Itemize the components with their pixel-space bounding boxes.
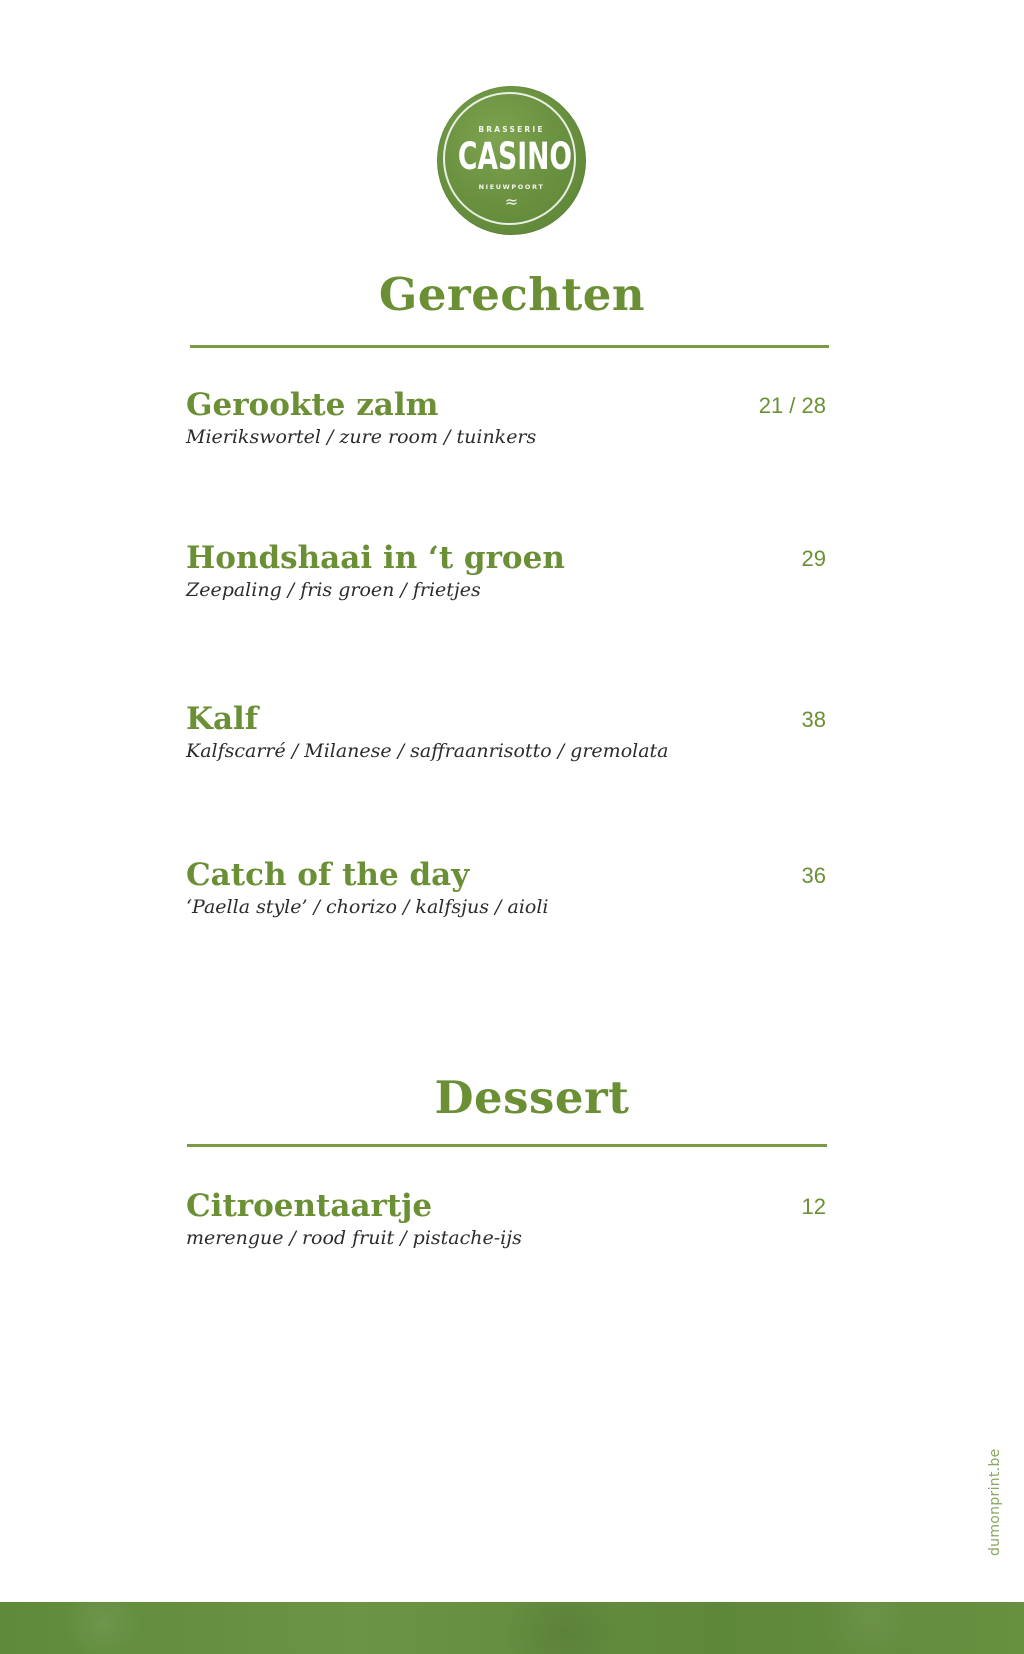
section-divider	[190, 345, 829, 348]
section-divider	[187, 1144, 827, 1147]
dish-name: Kalf	[186, 701, 259, 737]
logo-bottom-text: NIEUWPOORT	[478, 183, 545, 191]
dish-name: Gerookte zalm	[186, 387, 439, 423]
dish-description: Zeepaling / fris groen / frietjes	[186, 579, 481, 601]
printer-credit: dumonprint.be	[987, 1448, 1003, 1556]
dish-description: merengue / rood fruit / pistache-ijs	[186, 1227, 522, 1249]
dish-price: 29	[801, 546, 826, 571]
dish-description: ‘Paella style’ / chorizo / kalfsjus / aioli	[186, 896, 549, 918]
logo-top-text: BRASSERIE	[478, 125, 545, 134]
logo-main-text: CASINO	[457, 135, 573, 178]
dish-name: Hondshaai in ‘t groen	[186, 540, 565, 576]
dish-price: 21 / 28	[758, 393, 826, 418]
dish-price: 12	[801, 1194, 826, 1219]
footer-texture-band	[0, 1602, 1024, 1654]
section-title-dessert: Dessert	[434, 1071, 630, 1124]
dish-description: Kalfscarré / Milanese / saffraanrisotto / gremolata	[186, 740, 669, 762]
dish-price: 38	[801, 707, 826, 732]
dish-name: Citroentaartje	[186, 1188, 433, 1224]
wave-icon: ≈	[504, 192, 519, 211]
dish-name: Catch of the day	[186, 857, 470, 893]
section-title-gerechten: Gerechten	[378, 268, 646, 321]
brasserie-casino-logo	[437, 86, 586, 235]
dish-description: Mierikswortel / zure room / tuinkers	[186, 426, 537, 448]
dish-price: 36	[801, 863, 826, 888]
